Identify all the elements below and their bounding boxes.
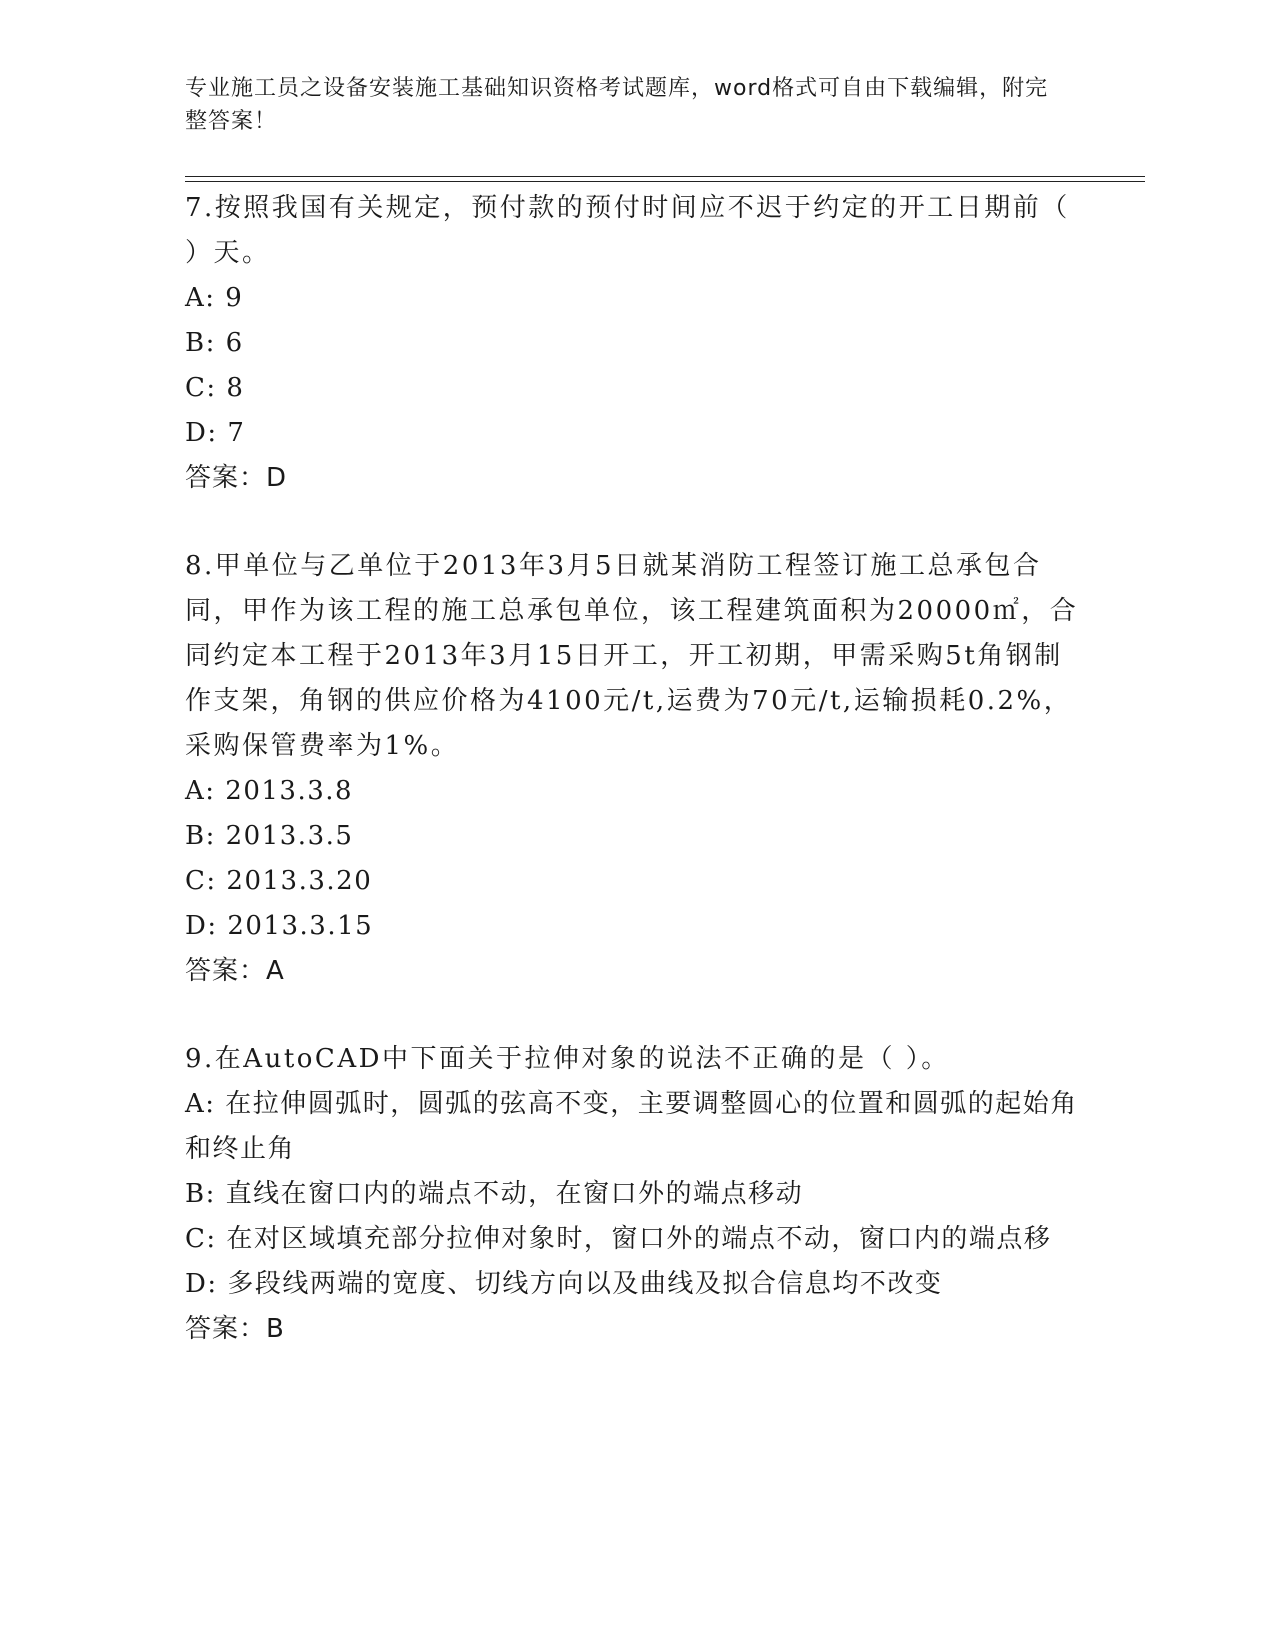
option-a: A: 在拉伸圆弧时，圆弧的弦高不变，主要调整圆心的位置和圆弧的起始角和终止角 [185, 1089, 1078, 1164]
option-d: D: 2013.3.15 [185, 911, 374, 941]
question-text: 8.甲单位与乙单位于2013年3月5日就某消防工程签订施工总承包合同，甲作为该工程的施工总承包单位，该工程建筑面积为20000㎡，合同约定本工程于2013年3月15日开工，开工初期，甲需采购5t角钢制作支架，角钢的供应价格为4100元/t,运费为70元/t,运输损耗0.2%，采购保管费率为1%。 [185, 551, 1079, 761]
option-c: C: 2013.3.20 [185, 866, 373, 896]
answer: 答案：A [185, 956, 285, 986]
option-a: A: 9 [185, 283, 244, 313]
document-header: 专业施工员之设备安装施工基础知识资格考试题库，word格式可自由下载编辑，附完整答案！ [185, 76, 1049, 134]
question-list [185, 186, 1085, 1351]
option-b: B: 直线在窗口内的端点不动，在窗口外的端点移动 [185, 1179, 804, 1209]
question-9 [185, 1037, 1085, 1351]
header-divider-top [185, 176, 1145, 177]
option-c: C: 在对区域填充部分拉伸对象时，窗口外的端点不动，窗口内的端点移 [185, 1224, 1052, 1254]
question-text: 9.在AutoCAD中下面关于拉伸对象的说法不正确的是（ ）。 [185, 1044, 950, 1074]
option-a: A: 2013.3.8 [185, 776, 354, 806]
answer: 答案：B [185, 1314, 285, 1344]
option-b: B: 6 [185, 328, 244, 358]
option-c: C: 8 [185, 373, 245, 403]
question-text: 7.按照我国有关规定，预付款的预付时间应不迟于约定的开工日期前（ ）天。 [185, 193, 1070, 268]
spacer [185, 993, 1085, 1037]
question-7 [185, 186, 1085, 500]
question-8 [185, 544, 1085, 993]
spacer [185, 500, 1085, 544]
option-d: D: 多段线两端的宽度、切线方向以及曲线及拟合信息均不改变 [185, 1269, 943, 1299]
answer: 答案：D [185, 463, 288, 493]
option-b: B: 2013.3.5 [185, 821, 354, 851]
header-divider-bottom [185, 181, 1145, 182]
option-d: D: 7 [185, 418, 246, 448]
